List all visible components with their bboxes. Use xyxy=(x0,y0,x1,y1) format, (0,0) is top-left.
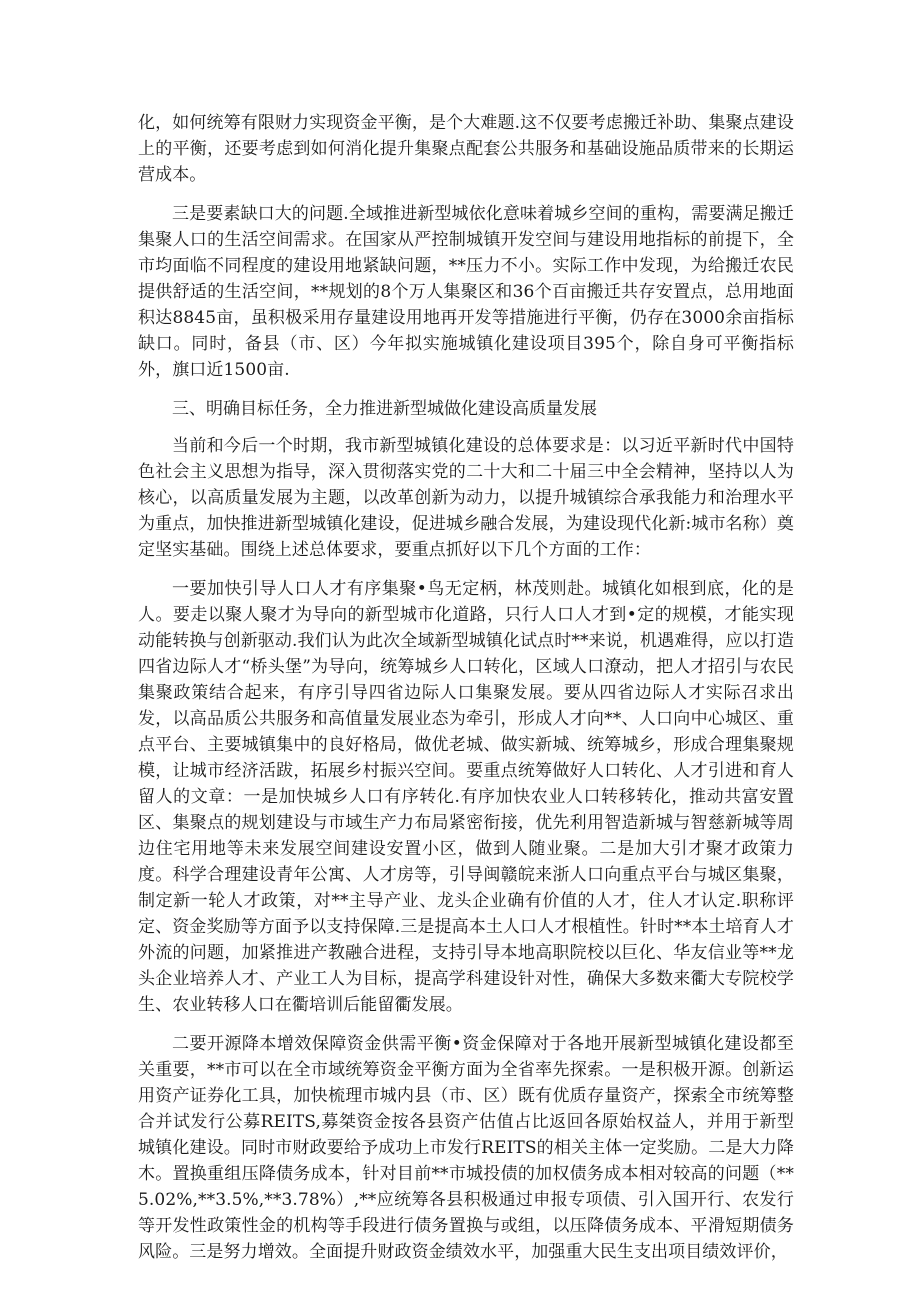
paragraph-continuation: 化，如何统筹有限财力实现资金平衡，是个大难题.这不仅要考虑搬迁补助、集聚点建设上的平衡，还要考虑到如何消化提升集聚点配套公共服务和基础设施品质带来的长期运营成本。 xyxy=(138,113,794,185)
paragraph-talent-agglomeration: 一要加快引导人口人才有序集聚•鸟无定柄，林茂则赴。城镇化如根到底，化的是人。要走以聚人聚才为导向的新型城市化道路，只行人口人才到•定的规模，才能实现动能转换与创新驱动.我们认为此次全域新型城镇化试点时**来说，机遇难得，应以打造四省边际人才“桥头堡”为导向，统筹城乡人口转化，区域人口潦动，把人才招引与农民集聚政策结合起来，有序引导四省边际人口集聚发展。要从四省边际人才实际召求出发，以高品质公共服务和高值量发展业态为牵引，形成人才向**、人口向中心城区、重点平台、主要城镇集中的良好格局，做优老城、做实新城、统筹城乡，形成合理集聚规模，让城市经济活跋，拓展乡村振兴空间。要重点统筹做好人口转化、人才引进和育人留人的文章：一是加快城乡人口有序转化.有序加快农业人口转移转化，推动共富安置区、集聚点的规划建设与市域生产力布局紧密衔接，优先利用智造新城与智慈新城等周边住宅用地等未来发展空间建设安置小区，做到人随业聚。二是加大引才聚才政策力度。科学合理建设青年公寓、人才房等，引导闽赣皖来浙人口向重点平台与城区集聚，制定新一轮人才政策，对**主导产业、龙头企业确有价值的人才，住人才认定.职称评定、资金奖励等方面予以支持保障.三是提高本土人口人才根植性。针时**本土培育人才外流的问题，加紧推进产教融合进程，支持引导本地高职院校以巨化、华友信业等**龙头企业培养人才、产业工人为目标，提高学科建设针对性，确保大多数来衢大专院校学生、农业转移人口在衢培训后能留衢发展。 xyxy=(138,579,794,1015)
document-body xyxy=(138,110,794,1278)
paragraph-factor-shortage: 三是要素缺口大的问题.全域推进新型城依化意味着城乡空间的重构，需要满足搬迁集聚人口的生活空间需求。在国家从严控制城镇开发空间与建设用地指标的前提下，全市均面临不同程度的建设用地紧缺问题，**压力不小。实际工作中发现，为给搬迁农民提供舒适的生活空间，**规划的8个万人集聚区和36个百亩搬迁共存安置点，总用地面积达8845亩，虽积极采用存量建设用地再开发等措施进行平衡，仍存在3000余亩指标缺口。同时，备县（市、区）今年拟实施城镇化建设项目395个，除自身可平衡指标外，旗口近1500亩. xyxy=(138,204,794,380)
paragraph-funding-balance: 二要开源降本增效保障资金供需平衡•资金保障对于各地开展新型城镇化建设都至关重要，**市可以在全市域统筹资金平衡方面为全省率先探索。一是积极开源。创新运用资产证券化工具，加快梳理市城内县（市、区）既有优质存量资产，探索全市统筹整合并试发行公募REITS,募桀资金按各县资产估值占比返回各原始权益人，并用于新型城镇化建设。同时市财政要给予成功上市发行REITS的相关主体一定奖励。二是大力降木。置换重组压降债务成本，针对目前**市城投债的加权债务成本相对较高的问题（**5.02%,**3.5%,**3.78%）,**应统筹各县积极通过申报专项债、引入国开行、农发行等开发性政策性金的机构等手段进行债务置换与或组，以压降债务成本、平滑短期债务风险。三是努力增效。全面提升财政资金绩效水平，加强重大民生支出项目绩效评价， xyxy=(138,1034,794,1262)
section-heading: 三、明确目标任务，全力推进新型城做化建设高质量发展 xyxy=(172,399,597,419)
paragraph-overall-requirements: 当前和今后一个时期，我市新型城镇化建设的总体要求是：以习近平新时代中国特色社会主义思想为指导，深入贯彻落实党的二十大和二十届三中全会精神，坚持以人为核心，以高质量发展为主题，以改革创新为动力，以提升城镇综合承我能力和治理水平为重点，加快推进新型城镇化建设，促进城乡融合发展，为建设现代化新:城市名称）奠定坚实基础。围绕上述总体要求，要重点抓好以下几个方面的工作： xyxy=(138,436,794,560)
